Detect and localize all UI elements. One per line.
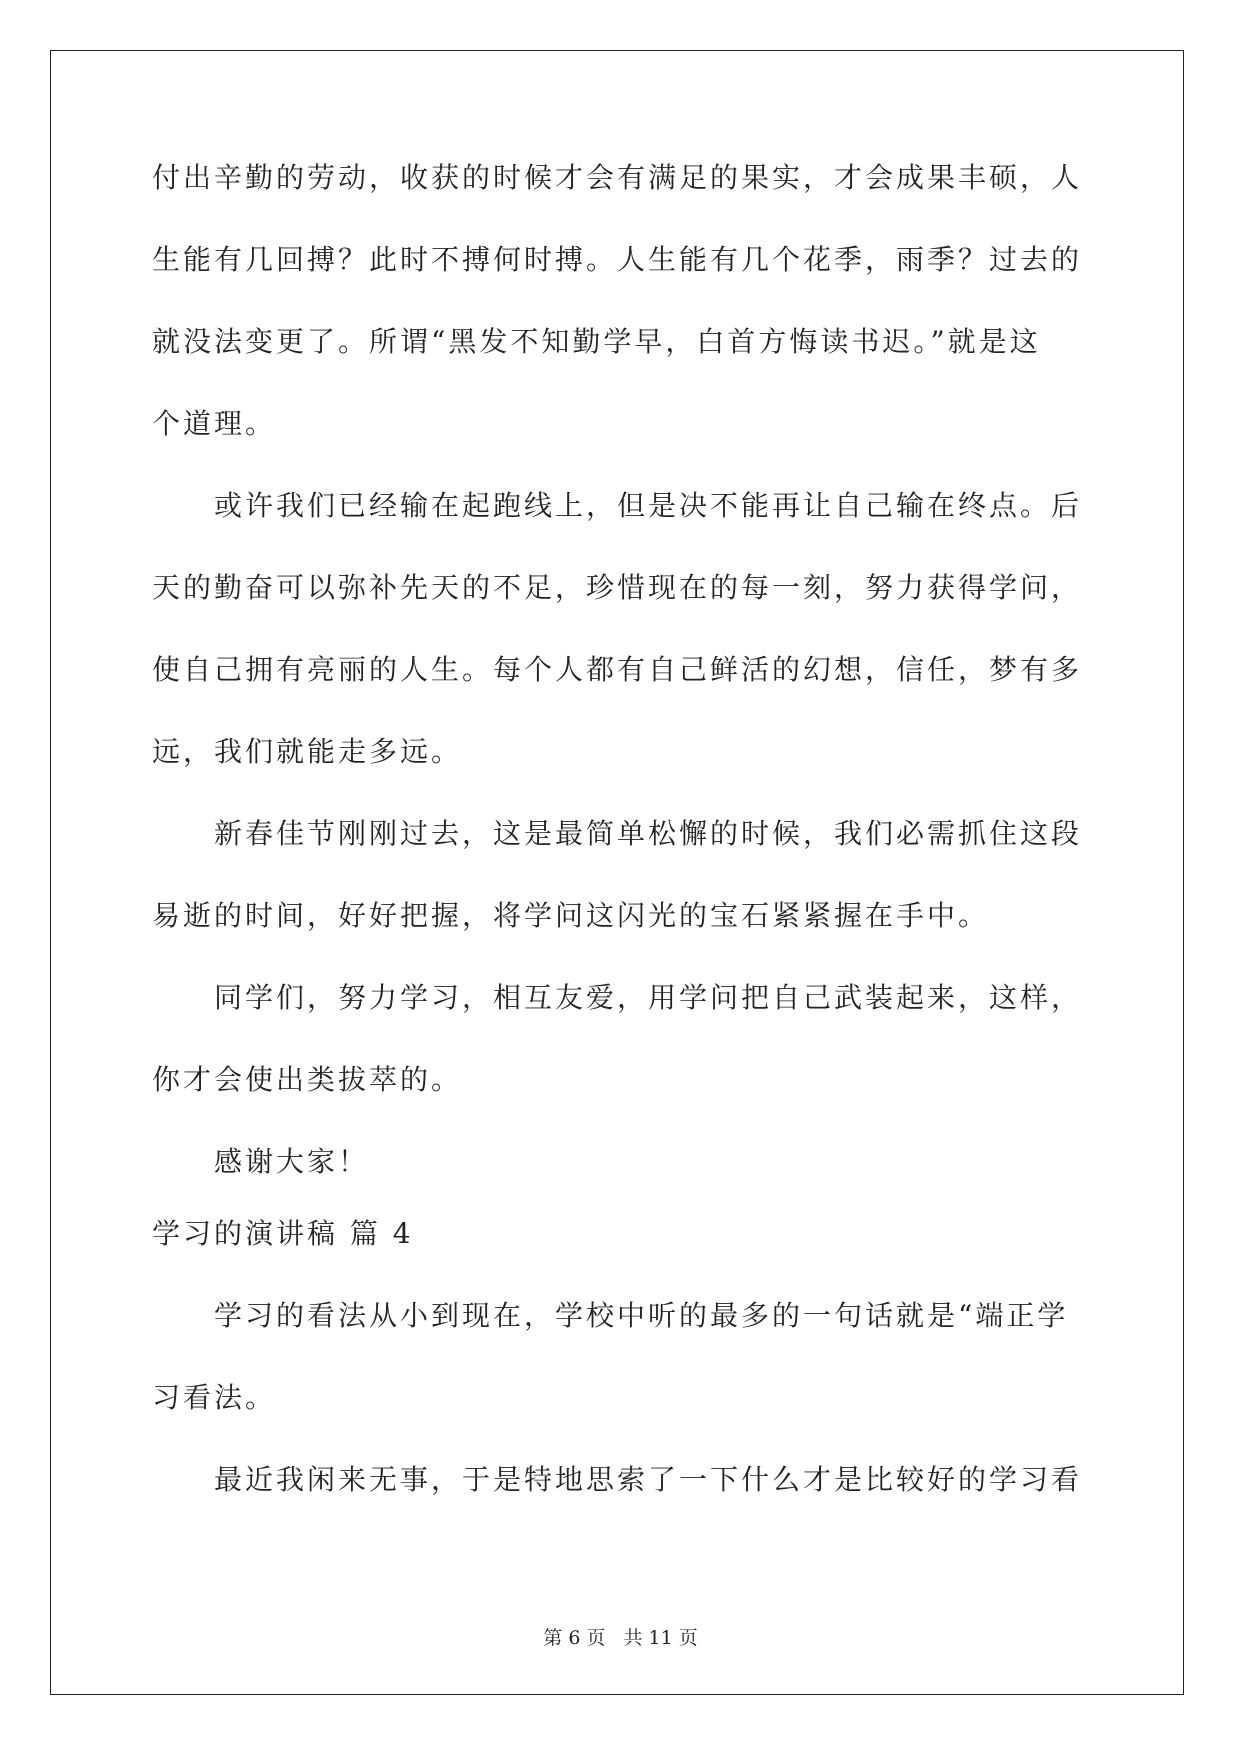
paragraph-2-line-2: 天的勤奋可以弥补先天的不足，珍惜现在的每一刻，努力获得学问， — [152, 571, 1083, 604]
paragraph-4-line-1: 同学们，努力学习，相互友爱，用学问把自己武装起来，这样， — [214, 981, 1083, 1014]
paragraph-4-line-2: 你才会使出类拔萃的。 — [152, 1063, 463, 1096]
paragraph-1-line-1: 付出辛勤的劳动，收获的时候才会有满足的果实，才会成果丰硕，人 — [152, 161, 1083, 194]
paragraph-1-line-4: 个道理。 — [152, 407, 277, 440]
total-pages: 共 11 页 — [623, 1627, 698, 1649]
current-page-number: 第 6 页 — [543, 1627, 606, 1649]
paragraph-6-line-2: 习看法。 — [152, 1381, 277, 1414]
document-body — [152, 158, 1082, 1542]
paragraph-2-line-1: 或许我们已经输在起跑线上，但是决不能再让自己输在终点。后 — [214, 489, 1083, 522]
paragraph-3-line-2: 易逝的时间，好好把握，将学问这闪光的宝石紧紧握在手中。 — [152, 899, 990, 932]
paragraph-1-line-3: 就没法变更了。所谓“黑发不知勤学早，白首方悔读书迟。”就是这 — [152, 325, 1041, 358]
paragraph-5-line-1: 感谢大家！ — [214, 1145, 370, 1178]
section-heading: 学习的演讲稿 篇 4 — [152, 1217, 414, 1250]
page-footer — [0, 1623, 1241, 1650]
paragraph-2-line-4: 远，我们就能走多远。 — [152, 735, 463, 768]
paragraph-1-line-2: 生能有几回搏？此时不搏何时搏。人生能有几个花季，雨季？过去的 — [152, 243, 1083, 276]
paragraph-2-line-3: 使自己拥有亮丽的人生。每个人都有自己鲜活的幻想，信任，梦有多 — [152, 653, 1083, 686]
paragraph-6-line-1: 学习的看法从小到现在，学校中听的最多的一句话就是“端正学 — [214, 1299, 1069, 1332]
paragraph-3-line-1: 新春佳节刚刚过去，这是最简单松懈的时候，我们必需抓住这段 — [214, 817, 1083, 850]
paragraph-7-line-1: 最近我闲来无事，于是特地思索了一下什么才是比较好的学习看 — [214, 1463, 1083, 1496]
